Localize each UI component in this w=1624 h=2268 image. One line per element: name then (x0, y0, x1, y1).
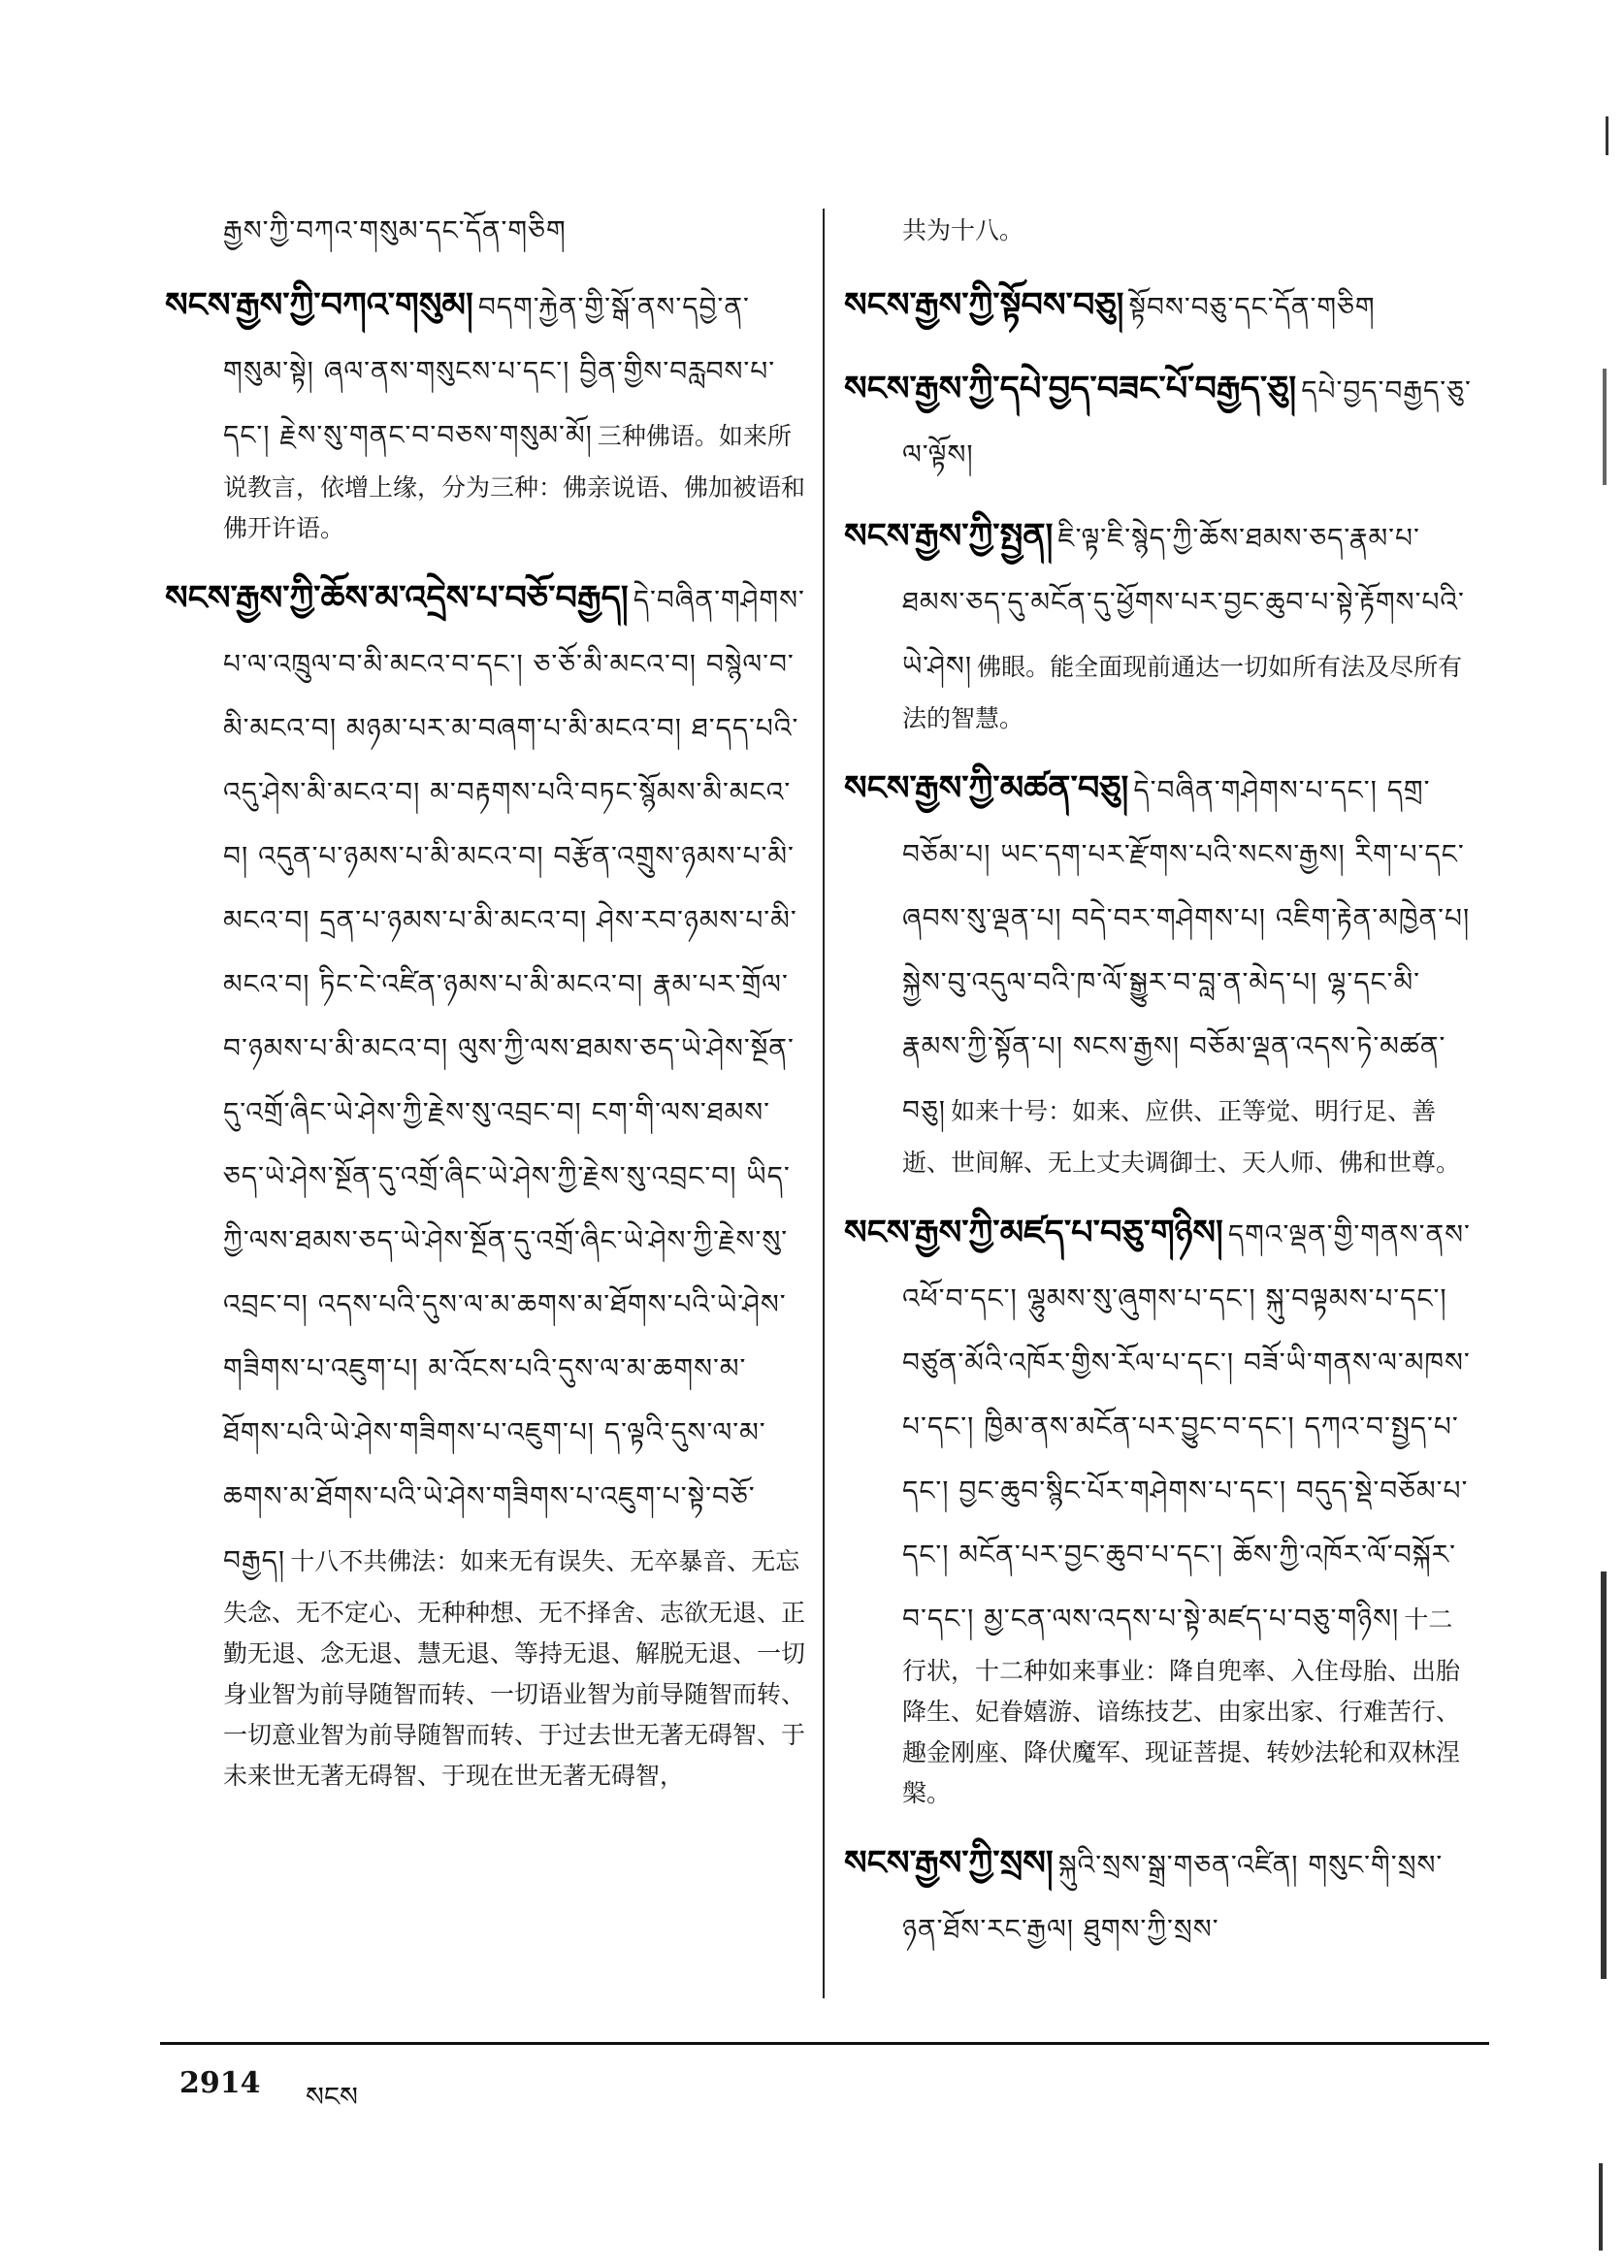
dictionary-entry (165, 567, 805, 1797)
left-column (165, 204, 805, 1814)
chinese-definition: 如来十号：如来、应供、正等觉、明行足、善逝、世间解、无上丈夫调御士、天人师、佛和世尊。 (902, 1097, 1461, 1177)
dictionary-entry (844, 274, 1475, 340)
tibetan-definition: བདག་རྐྱེན་གྱི་སྒོ་ནས་དབྱེ་ན་གསུམ་སྟེ། ཞལ་ནས་གསུངས་པ་དང་། བྱིན་གྱིས་བརླབས་པ་དང་། རྗེས་སུ་གནང་བ་བཅས་གསུམ་མོ། (223, 291, 776, 451)
chinese-definition: 十八不共佛法：如来无有误失、无卒暴音、无忘失念、无不定心、无种种想、无不择舍、志欲无退、正勤无退、念无退、慧无退、等持无退、解脱无退、一切身业智为前导随智而转、一切语业智为前导随智而转、一切意业智为前导随智而转、于过去世无著无碍智、于未来世无著无碍智、于现在世无著无碍智， (223, 1547, 806, 1790)
running-head: སངས (306, 2081, 358, 2113)
tibetan-definition: ཇི་ལྟ་ཇི་སྙེད་ཀྱི་ཆོས་ཐམས་ཅད་རྣམ་པ་ཐམས་ཅད་དུ་མངོན་དུ་ཕྱོགས་པར་བྱང་ཆུབ་པ་སྟེ་རྟོགས་པའི་ཡེ་ཤེས། (902, 522, 1465, 682)
tibetan-definition: སྐུའི་སྲས་སྒྲ་གཅན་འཛིན། གསུང་གི་སྲས་ཉན་ཐོས་རང་རྒྱལ། ཐུགས་ཀྱི་སྲས་ (902, 1849, 1444, 1945)
headword: སངས་རྒྱས་ཀྱི་དཔེ་བྱད་བཟང་པོ་བརྒྱད་ཅུ། (844, 370, 1297, 408)
tibetan-definition: དེ་བཞིན་གཤེགས་པ་ལ་འཁྲུལ་བ་མི་མངའ་བ་དང་། ཅ་ཅོ་མི་མངའ་བ། བསྙེལ་བ་མི་མངའ་བ། མཉམ་པར་མ་བཞག་པ་མི་མངའ་བ། ཐ་དད་པའི་འདུ་ཤེས་མི་མངའ་བ། མ་བརྟགས་པའི་བཏང་སྙོམས་མི་མངའ་བ། འདུན་པ་ཉམས་པ་མི་མངའ་བ། བརྩོན་འགྲུས་ཉམས་པ་མི་མངའ་བ། དྲན་པ་ཉམས་པ་མི་མངའ་བ། ཤེས་རབ་ཉམས་པ་མི་མངའ་བ། ཏིང་ངེ་འཛིན་ཉམས་པ་མི་མངའ་བ། རྣམ་པར་གྲོལ་བ་ཉམས་པ་མི་མངའ་བ། ལུས་ཀྱི་ལས་ཐམས་ཅད་ཡེ་ཤེས་སྔོན་དུ་འགྲོ་ཞིང་ཡེ་ཤེས་ཀྱི་རྗེས་སུ་འབྲང་བ། ངག་གི་ལས་ཐམས་ཅད་ཡེ་ཤེས་སྔོན་དུ་འགྲོ་ཞིང་ཡེ་ཤེས་ཀྱི་རྗེས་སུ་འབྲང་བ། ཡིད་ཀྱི་ལས་ཐམས་ཅད་ཡེ་ཤེས་སྔོན་དུ་འགྲོ་ཞིང་ཡེ་ཤེས་ཀྱི་རྗེས་སུ་འབྲང་བ། འདས་པའི་དུས་ལ་མ་ཆགས་མ་ཐོགས་པའི་ཡེ་ཤེས་གཟིགས་པ་འཇུག་པ། མ་འོངས་པའི་དུས་ལ་མ་ཆགས་མ་ཐོགས་པའི་ཡེ་ཤེས་གཟིགས་པ་འཇུག་པ། ད་ལྟའི་དུས་ལ་མ་ཆགས་མ་ཐོགས་པའི་ཡེ་ཤེས་གཟིགས་པ་འཇུག་པ་སྟེ་བཅོ་བརྒྱད། (223, 584, 805, 1576)
tibetan-definition: དཔེ་བྱད་བརྒྱད་ཅུ་ལ་ལྟོས། (902, 374, 1472, 470)
headword: སངས་རྒྱས་ཀྱི་བཀའ་གསུམ། (165, 286, 473, 325)
footer-rule (160, 2042, 1489, 2045)
page-number: 2914 (179, 2066, 261, 2100)
chinese-definition: 佛眼。能全面现前通达一切如所有法及尽所有法的智慧。 (902, 653, 1463, 732)
continuation-text (165, 204, 805, 258)
scan-edge-mark (1599, 2163, 1603, 2251)
chinese-definition: 十二行状，十二种如来事业：降自兜率、入住母胎、出胎降生、妃眷嬉游、谙练技艺、由家出家、行难苦行、趣金刚座、降伏魔军、现证菩提、转妙法轮和双林涅槃。 (902, 1605, 1461, 1807)
tibetan-definition: དེ་བཞིན་གཤེགས་པ་དང་། དགྲ་བཅོམ་པ། ཡང་དག་པར་རྫོགས་པའི་སངས་རྒྱས། རིག་པ་དང་ཞབས་སུ་ལྡན་པ། བདེ་བར་གཤེགས་པ། འཇིག་རྟེན་མཁྱེན་པ། སྐྱེས་བུ་འདུལ་བའི་ཁ་ལོ་སྒྱུར་བ་བླ་ན་མེད་པ། ལྷ་དང་མི་རྣམས་ཀྱི་སྟོན་པ། སངས་རྒྱས། བཅོམ་ལྡན་འདས་ཏེ་མཚན་བཅུ། (902, 774, 1471, 1126)
continuation-text (844, 204, 1475, 258)
headword: སངས་རྒྱས་ཀྱི་སྟོབས་བཅུ། (844, 286, 1124, 325)
chinese-definition: 三种佛语。如来所说教言，依增上缘，分为三种：佛亲说语、佛加被语和佛开许语。 (223, 422, 806, 542)
scan-edge-mark (1606, 116, 1608, 155)
chinese-text: 共为十八。 (902, 216, 1024, 244)
right-column (844, 204, 1475, 1979)
dictionary-entry (844, 357, 1475, 487)
headword: སངས་རྒྱས་ཀྱི་སྤྱན། (844, 517, 1054, 556)
dictionary-entry (844, 757, 1475, 1183)
headword: སངས་རྒྱས་ཀྱི་མཛད་པ་བཅུ་གཉིས། (844, 1214, 1223, 1252)
tibetan-text: རྒྱས་ཀྱི་བཀའ་གསུམ་དང་དོན་གཅིག (223, 214, 567, 246)
dictionary-entry (844, 504, 1475, 739)
dictionary-entry (844, 1201, 1475, 1814)
dictionary-entry (165, 274, 805, 549)
tibetan-definition: སྟོབས་བཅུ་དང་དོན་གཅིག (1128, 291, 1376, 323)
dictionary-entry (844, 1831, 1475, 1961)
tibetan-definition: དགའ་ལྡན་གྱི་གནས་ནས་འཕོ་བ་དང་། ལྷུམས་སུ་ཞུགས་པ་དང་། སྐུ་བལྟམས་པ་དང་། བཙུན་མོའི་འཁོར་གྱིས་རོལ་པ་དང་། བཟོ་ཡི་གནས་ལ་མཁས་པ་དང་། ཁྱིམ་ནས་མངོན་པར་བྱུང་བ་དང་། དཀའ་བ་སྤྱད་པ་དང་། བྱང་ཆུབ་སྙིང་པོར་གཤེགས་པ་དང་། བདུད་སྡེ་བཅོམ་པ་དང་། མངོན་པར་བྱང་ཆུབ་པ་དང་། ཆོས་ཀྱི་འཁོར་ལོ་བསྐོར་བ་དང་། མྱ་ངན་ལས་འདས་པ་སྟེ་མཛད་པ་བཅུ་གཉིས། (902, 1218, 1471, 1635)
headword: སངས་རྒྱས་ཀྱི་ཆོས་མ་འདྲེས་པ་བཅོ་བརྒྱད། (165, 579, 629, 618)
scan-edge-mark (1603, 369, 1607, 485)
headword: སངས་རྒྱས་ཀྱི་མཚན་བཅུ། (844, 769, 1129, 808)
headword: སངས་རྒྱས་ཀྱི་སྲས། (844, 1844, 1054, 1883)
column-divider (823, 209, 825, 1998)
scan-edge-mark (1601, 1571, 1607, 1979)
